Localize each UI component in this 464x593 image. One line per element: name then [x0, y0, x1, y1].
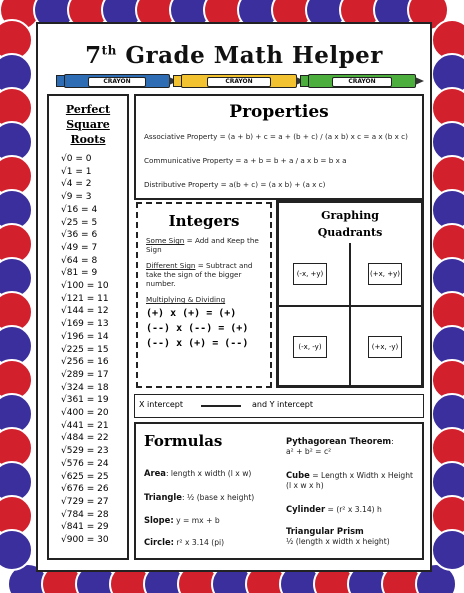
scallop-shape	[432, 530, 464, 570]
square-root-item: √81 = 9	[61, 268, 98, 279]
square-root-item: √361 = 19	[61, 395, 109, 406]
square-root-item: √196 = 14	[61, 331, 109, 342]
square-root-item: √625 = 25	[61, 471, 109, 482]
y-intercept-label: and Y intercept	[252, 400, 314, 409]
formulas-title: Formulas	[144, 432, 223, 450]
graphing-title: Graphing Quadrants	[317, 209, 383, 239]
integers-title: Integers	[168, 212, 240, 230]
square-root-item: √36 = 6	[61, 230, 98, 241]
square-root-item: √100 = 10	[61, 281, 109, 292]
quadrant-4: (+x, -y)	[368, 336, 402, 358]
commutative-property: Communicative Property = a + b = b + a / a x b = b x a	[144, 156, 347, 165]
x-axis	[279, 305, 421, 307]
properties-title: Properties	[229, 102, 329, 122]
square-root-item: √121 = 11	[61, 293, 109, 304]
square-root-item: √169 = 13	[61, 319, 109, 330]
intercepts-panel	[134, 394, 424, 418]
square-root-item: √484 = 22	[61, 433, 109, 444]
triangular-prism-formula: Triangular Prism ½ (length x width x height)	[286, 526, 390, 546]
square-root-item: √0 = 0	[61, 154, 92, 164]
area-formula: Area: length x width (l x w)	[144, 468, 252, 478]
intercept-line	[201, 405, 241, 407]
slope-formula: Slope: y = mx + b	[144, 515, 220, 525]
multiplying-dividing-label: Multiplying & Dividing	[146, 295, 226, 304]
square-root-item: √676 = 26	[61, 484, 109, 495]
sign-rule-1: (+) x (+) = (+)	[146, 308, 237, 319]
square-root-item: √576 = 24	[61, 458, 109, 469]
square-root-item: √400 = 20	[61, 408, 109, 419]
square-root-item: √729 = 27	[61, 496, 109, 507]
properties-panel	[134, 94, 424, 200]
square-roots-list	[49, 153, 127, 547]
square-root-item: √289 = 17	[61, 369, 109, 380]
x-intercept-label: X intercept	[139, 400, 184, 409]
square-root-item: √225 = 15	[61, 344, 109, 355]
circle-formula: Circle: r² x 3.14 (pi)	[144, 537, 225, 547]
blue-crayon: CRAYON	[56, 74, 178, 88]
perfect-squares-panel	[47, 94, 129, 560]
square-root-item: √64 = 8	[61, 255, 98, 266]
square-root-item: √25 = 5	[61, 217, 98, 228]
distributive-property: Distributive Property = a(b + c) = (a x b) + (a x c)	[144, 180, 326, 189]
different-sign-rule: Different Sign = Subtract and take the sign of the bigger number.	[146, 261, 253, 288]
y-axis	[349, 243, 351, 385]
quadrant-3: (-x, -y)	[293, 336, 327, 358]
integers-panel	[136, 202, 272, 388]
pythagorean-formula: Pythagorean Theorem: a² + b² = c²	[286, 436, 394, 456]
worksheet	[36, 22, 432, 572]
cube-formula: Cube = Length x Width x Height (l x w x h)	[286, 470, 413, 490]
square-root-item: √841 = 29	[61, 522, 109, 533]
associative-property: Associative Property = (a + b) + c = a + (b + c) / (a x b) x c = a x (b x c)	[144, 132, 408, 141]
perfect-squares-title: Perfect Square Roots	[65, 103, 111, 146]
square-root-item: √529 = 23	[61, 446, 109, 457]
square-root-item: √49 = 7	[61, 242, 98, 253]
scallop-shape	[0, 530, 32, 570]
square-root-item: √1 = 1	[61, 166, 92, 177]
square-root-item: √144 = 12	[61, 306, 109, 317]
sign-rule-2: (--) x (--) = (+)	[146, 323, 249, 334]
graphing-quadrants-panel	[276, 200, 424, 388]
quadrant-2: (-x, +y)	[293, 263, 327, 285]
cylinder-formula: Cylinder = (r² x 3.14) h	[286, 504, 382, 514]
formulas-panel	[134, 422, 424, 560]
square-root-item: √256 = 16	[61, 357, 109, 368]
page-title: 7th Grade Math Helper	[85, 42, 383, 69]
square-root-item: √324 = 18	[61, 382, 109, 393]
square-root-item: √4 = 2	[61, 179, 92, 190]
square-root-item: √441 = 21	[61, 420, 109, 431]
square-root-item: √900 = 30	[61, 535, 109, 546]
square-root-item: √9 = 3	[61, 192, 92, 203]
quadrant-1: (+x, +y)	[368, 263, 402, 285]
square-root-item: √784 = 28	[61, 509, 109, 520]
sign-rule-3: (--) x (+) = (--)	[146, 338, 249, 349]
yellow-crayon: CRAYON	[173, 74, 305, 88]
triangle-formula: Triangle: ½ (base x height)	[144, 492, 255, 502]
square-root-item: √16 = 4	[61, 204, 98, 215]
green-crayon: CRAYON	[300, 74, 424, 88]
some-sign-rule: Some Sign = Add and Keep the Sign	[146, 236, 259, 254]
